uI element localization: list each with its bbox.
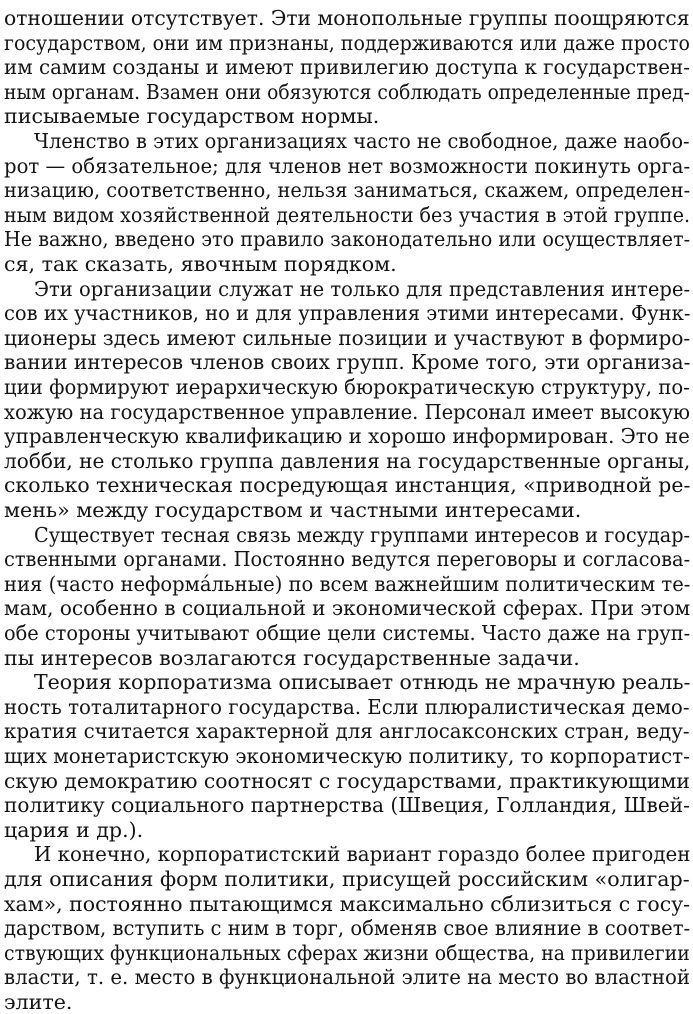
text-line: ции формируют иерархическую бюрократическую структуру, по- (4, 375, 690, 399)
text-line: им самим созданы и имеют привилегию доступа к государствен- (4, 55, 690, 80)
text-line: низацию, соответственно, нельзя заниматься, скажем, определен- (4, 178, 691, 203)
text-line: Теория корпоратизма описывает отнюдь не мрачную реаль- (34, 670, 691, 695)
text-line: писываемые государством нормы. (4, 104, 380, 129)
text-line: рот — обязательное; для членов нет возможности покинуть орга- (4, 153, 691, 178)
document-page (4, 0, 691, 1014)
text-line: отношении отсутствует. Эти монопольные группы поощряются (4, 6, 690, 30)
text-line: скую демократию соотносят с государствами, практикующими (4, 768, 690, 793)
text-line: Не важно, введено это правило законодательно или осуществляет- (4, 227, 691, 252)
text-line: щих монетаристскую экономическую политику, то корпоратист- (4, 744, 690, 768)
text-line: элите. (4, 990, 73, 1014)
text-line: ственными органами. Постоянно ведутся переговоры и согласова- (4, 547, 691, 572)
text-line: управленческую квалификацию и хорошо информирован. Это не (4, 424, 690, 449)
text-line: сов их участников, но и для управления этими интересами. Функ- (4, 301, 691, 326)
text-line: кратия считается характерной для англосаксонских стран, веду- (4, 719, 690, 744)
text-line: вании интересов членов своих групп. Кроме того, эти организа- (4, 350, 691, 375)
text-line: Существует тесная связь между группами интересов и государ- (34, 522, 690, 547)
text-line: мам, особенно в социальной и экономической сферах. При этом (4, 596, 691, 621)
text-line: государством, они им признаны, поддерживаются или даже просто (4, 30, 690, 55)
text-line: ствующих функциональных сферах жизни общества, на привилегии (4, 940, 690, 965)
text-line: ся, так сказать, явочным порядком. (4, 252, 397, 276)
text-line: пы интересов возлагаются государственные задачи. (4, 645, 580, 670)
text-line: ния (часто неформáльные) по всем важнейшим политическим те- (4, 571, 691, 596)
text-line: дарством, вступить с ним в торг, обменяв свое влияние в соответ- (4, 916, 691, 941)
text-line: ционеры здесь имеют сильные позиции и участвуют в формиро- (4, 325, 691, 350)
text-line: лобби, не столько группа давления на государственные органы, (4, 448, 691, 473)
text-line: ность тоталитарного государства. Если плюралистическая демо- (4, 694, 690, 719)
text-line: ным видом хозяйственной деятельности без участия в этой группе. (4, 202, 691, 227)
text-line: цария и др.). (4, 817, 144, 842)
text-line: Членство в этих организациях часто не свободное, даже наобо- (34, 129, 690, 153)
text-line: Эти организации служат не только для представления интере- (34, 276, 691, 301)
text-line: хам», постоянно пытающимся максимально сблизиться с госу- (4, 891, 691, 916)
text-line: мень» между государством и частными интересами. (4, 498, 582, 522)
text-line: обе стороны учитывают общие цели системы. Часто даже на груп- (4, 621, 691, 645)
text-line: И конечно, корпоратистский вариант гораздо более пригоден (34, 842, 691, 867)
text-line: политику социального партнерства (Швеция, Голландия, Швей- (4, 793, 690, 818)
text-line: ным органам. Взамен они обязуются соблюдать определенные пред- (4, 79, 690, 104)
text-line: сколько техническая посредующая инстанция, «приводной ре- (4, 473, 691, 498)
text-line: власти, т. е. место в функциональной элите на место во властной (4, 965, 690, 990)
text-line: хожую на государственное управление. Персонал имеет высокую (4, 399, 691, 424)
text-line: для описания форм политики, присущей российским «олигар- (4, 867, 690, 891)
